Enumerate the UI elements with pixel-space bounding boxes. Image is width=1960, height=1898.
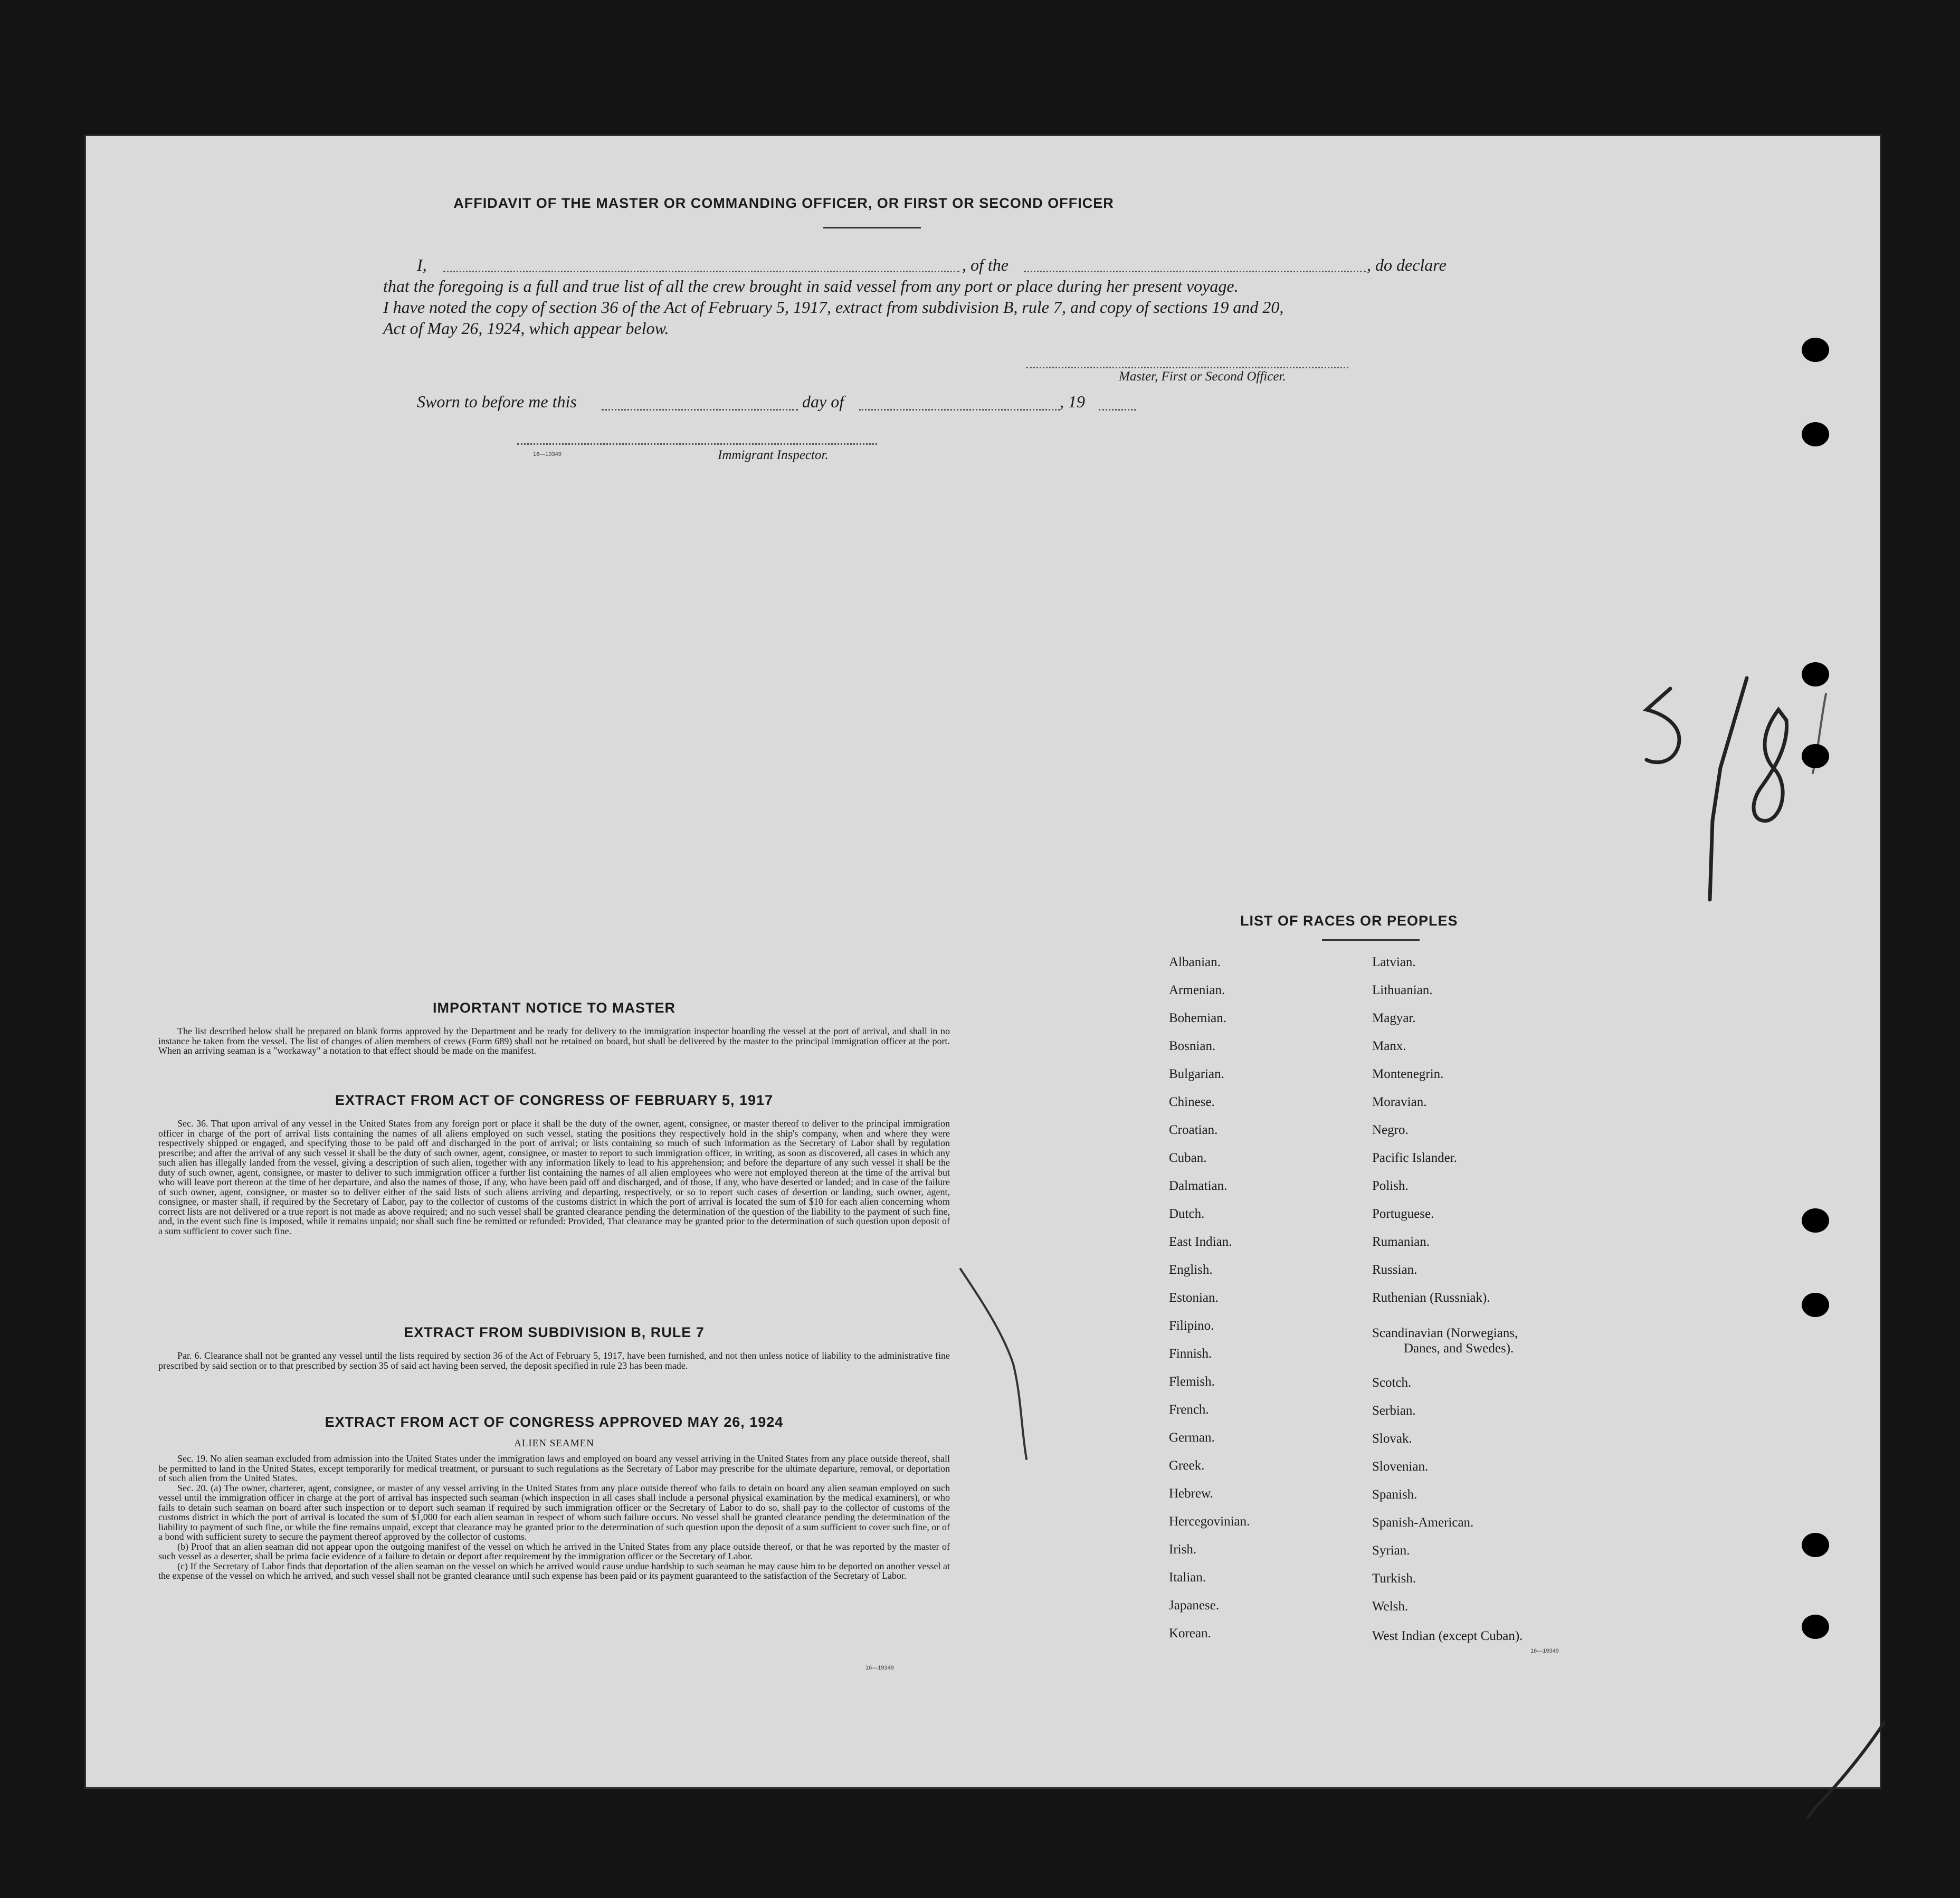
- extract-1917-body: [158, 1119, 950, 1236]
- sworn-day-blank: [602, 409, 798, 411]
- race-left-item: French.: [1169, 1403, 1209, 1417]
- races-divider: [1322, 939, 1420, 941]
- day-of-label: day of: [802, 392, 844, 411]
- race-right-item: Welsh.: [1372, 1599, 1409, 1614]
- race-left-item: Chinese.: [1169, 1095, 1215, 1109]
- race-right-item: Russian.: [1372, 1263, 1417, 1277]
- race-left-item: German.: [1169, 1430, 1215, 1445]
- pen-stroke-marks: [908, 1258, 1932, 1892]
- race-right-item: Syrian.: [1372, 1543, 1410, 1558]
- inspector-signature-line: [517, 443, 877, 445]
- affidavit-line-2: that the foregoing is a full and true list of all the crew brought in said vessel from any port or place during her present voyage.: [383, 276, 1239, 295]
- race-right-item: Pacific Islander.: [1372, 1151, 1458, 1165]
- race-right-item: Scotch.: [1372, 1376, 1412, 1390]
- race-right-item: West Indian (except Cuban).: [1372, 1629, 1523, 1643]
- race-left-item: Filipino.: [1169, 1319, 1214, 1333]
- race-right-item: Slovenian.: [1372, 1460, 1429, 1474]
- extract-1924-subtitle: ALIEN SEAMEN: [514, 1438, 594, 1449]
- race-left-item: Bulgarian.: [1169, 1067, 1224, 1081]
- race-right-item: Montenegrin.: [1372, 1067, 1444, 1081]
- race-right-item: Negro.: [1372, 1123, 1409, 1137]
- race-left-item: Armenian.: [1169, 983, 1225, 997]
- punch-hole: [1802, 338, 1829, 362]
- notice-body: [158, 1026, 950, 1056]
- race-right-item: Spanish-American.: [1372, 1515, 1474, 1530]
- handwritten-number-drawing: [1604, 594, 1900, 921]
- race-left-item: East Indian.: [1169, 1235, 1232, 1249]
- extract-rule7-body: [158, 1351, 950, 1370]
- affidavit-form-code: 16—19349: [533, 451, 562, 457]
- race-left-item: Flemish.: [1169, 1375, 1215, 1389]
- punch-hole: [1802, 1533, 1829, 1557]
- race-left-item: Finnish.: [1169, 1347, 1212, 1361]
- race-left-item: Hebrew.: [1169, 1486, 1213, 1501]
- rule7-text: Par. 6. Clearance shall not be granted any vessel until the lists required by section 36 of the Act of February 5, 1917, have been furnished, and not then unless notice of liability to the administrative fine prescribed by said section or to that prescribed by section 35 of said act having been served, the deposit specified in rule 23 has been made.: [158, 1350, 950, 1371]
- race-left-item: Albanian.: [1169, 955, 1221, 969]
- race-right-item: Magyar.: [1372, 1011, 1416, 1025]
- section-36-text: Sec. 36. That upon arrival of any vessel in the United States from any foreign port or place it shall be the duty of the owner, agent, consignee, or master thereof to deliver to the principal immigration officer in charge of the port of arrival lists containing the names of all aliens employed on such vessel, stating the positions they respectively hold in the ship's company, when and where they were respectively shipped or engaged, and specifying those to be paid off and discharged in the port of arrival; or lists containing so much of such information as the Secretary of Labor shall by regulation prescribe; and after the arrival of any such vessel it shall be the duty of such owner, agent, consignee, or master to report to such immigration officer, in writing, as soon as discovered, all cases in which any such alien has illegally landed from the vessel, giving a description of such alien, together with any information likely to lead to his apprehension; and before the departure of any such vessel it shall be the duty of such owner, agent, consignee, or master to deliver to such immigration officer a further list containing the names of all alien employees who were not employed thereon at the time of the arrival but who will leave port thereon at the time of her departure, and also the names of those, if any, who have been paid off and discharged, and of those, if any, who have deserted or landed; and in case of the failure of such owner, agent, consignee, or master so to deliver either of the said lists of such aliens arriving and departing, respectively, or so to report such cases of desertion or landing, such owner, agent, consignee, or master shall, if required by the Secretary of Labor, pay to the collector of customs of the customs district in which the port of arrival is located the sum of $10 for each alien concerning whom correct lists are not delivered or a true report is not made as above required; and no such vessel shall be granted clearance pending the determination of the question of the liability to the payment of such fine, and, in the event such fine is imposed, while it remains unpaid; nor shall such fine be remitted or refunded: Provided, That clearance may be granted prior to the determination of such question upon deposit of a sum sufficient to cover such fine.: [158, 1118, 950, 1236]
- race-right-item: Spanish.: [1372, 1487, 1417, 1502]
- affidavit-line-4: Act of May 26, 1924, which appear below.: [383, 319, 669, 338]
- race-left-item: Japanese.: [1169, 1598, 1220, 1613]
- year-blank: [1099, 409, 1136, 411]
- document-page: [84, 135, 1881, 1789]
- inspector-caption: Immigrant Inspector.: [718, 448, 829, 462]
- race-left-item: Dutch.: [1169, 1207, 1205, 1221]
- affidavit-line-3: I have noted the copy of section 36 of the Act of February 5, 1917, extract from subdivision B, rule 7, and copy of sections 19 and 20,: [383, 298, 1284, 317]
- race-right-item: Rumanian.: [1372, 1235, 1430, 1249]
- officer-caption: Master, First or Second Officer.: [1119, 369, 1286, 384]
- section-19-text: Sec. 19. No alien seaman excluded from admission into the United States under the immigration laws and employed on board any vessel arriving in the United States from any place outside thereof, shall be permitted to land in the United States, except temporarily for medical treatment, or pursuant to such regulations as the Secretary of Labor may prescribe for the ultimate departure, removal, or deportation of such alien from the United States.: [158, 1453, 950, 1483]
- race-left-item: Hercegovinian.: [1169, 1514, 1250, 1529]
- race-right-item: Slovak.: [1372, 1432, 1412, 1446]
- vessel-blank: [1024, 271, 1366, 272]
- title-divider: [823, 227, 921, 228]
- race-left-item: English.: [1169, 1263, 1213, 1277]
- race-right-item: Ruthenian (Russniak).: [1372, 1291, 1490, 1305]
- punch-hole: [1802, 1208, 1829, 1233]
- officer-signature-line: [1026, 367, 1348, 368]
- race-right-item: Danes, and Swedes).: [1404, 1341, 1514, 1356]
- race-right-item: Manx.: [1372, 1039, 1406, 1053]
- handwritten-page-number: [1604, 594, 1900, 921]
- race-left-item: Korean.: [1169, 1626, 1211, 1641]
- year-prefix: , 19: [1060, 392, 1085, 411]
- extract-rule7-title: EXTRACT FROM SUBDIVISION B, RULE 7: [404, 1324, 705, 1340]
- race-left-item: Croatian.: [1169, 1123, 1218, 1137]
- extract-1924-body: [158, 1454, 950, 1581]
- race-right-item: Scandinavian (Norwegians,: [1372, 1326, 1518, 1340]
- race-left-item: Greek.: [1169, 1458, 1205, 1473]
- race-left-item: Cuban.: [1169, 1151, 1207, 1165]
- race-left-item: Bohemian.: [1169, 1011, 1227, 1025]
- extract-1924-form-code: 16—19349: [865, 1665, 894, 1671]
- punch-hole: [1802, 662, 1829, 686]
- section-20a-text: Sec. 20. (a) The owner, charterer, agent, consignee, or master of any vessel arriving in the United States from any place outside thereof who fails to detain on board any alien seaman employed on such vessel until the immigration officer in charge at the port of arrival has inspected such seaman (which inspection in all cases shall include a personal physical examination by the medical examiners), or who fails to detain such seaman on board after such inspection or to deport such seaman if required by such immigration officer or the Secretary of Labor to do so, shall pay to the collector of customs of the customs district in which the port of arrival is located the sum of $1,000 for each alien seaman in respect of whom such failure occurs. No vessel shall be granted clearance pending the determination of the liability to payment of such fine, or while the fine remains unpaid, except that clearance may be granted prior to the determination of such question upon the deposit of a sum sufficient to cover such fine, or of a bond with sufficient surety to secure the payment thereof approved by the collector of customs.: [158, 1482, 950, 1542]
- notice-title: IMPORTANT NOTICE TO MASTER: [433, 1000, 675, 1016]
- race-left-item: Bosnian.: [1169, 1039, 1216, 1053]
- race-right-item: Moravian.: [1372, 1095, 1427, 1109]
- race-right-item: Portuguese.: [1372, 1207, 1434, 1221]
- affidavit-i: I,: [417, 255, 427, 274]
- affidavit-declare: , do declare: [1367, 255, 1447, 274]
- races-form-code: 16—19349: [1530, 1648, 1559, 1654]
- race-right-item: Turkish.: [1372, 1571, 1416, 1586]
- affidavit-title: AFFIDAVIT OF THE MASTER OR COMMANDING OFFICER, OR FIRST OR SECOND OFFICER: [453, 195, 1114, 211]
- section-20c-text: (c) If the Secretary of Labor finds that deportation of the alien seaman on the vessel on which he arrived would cause undue hardship to such seaman he may cause him to be deported on another vessel at the expense of the vessel on which he arrived, and such vessel shall not be granted clearance until such expense has been paid or its payment guaranteed to the satisfaction of the Secretary of Labor.: [158, 1560, 950, 1581]
- race-right-item: Serbian.: [1372, 1404, 1416, 1418]
- punch-hole: [1802, 422, 1829, 446]
- sworn-month-blank: [859, 409, 1060, 411]
- punch-hole: [1802, 1615, 1829, 1639]
- extract-1917-title: EXTRACT FROM ACT OF CONGRESS OF FEBRUARY 5, 1917: [335, 1092, 774, 1108]
- notice-body-text: The list described below shall be prepared on blank forms approved by the Department and be ready for delivery to the immigration inspector boarding the vessel at the port of arrival, and shall in no instance be taken from the vessel. The list of changes of alien members of crews (Form 689) shall not be retained on board, but shall be delivered by the master to the principal immigration officer at the port. When an arriving seaman is a "workaway" a notation to that effect should be made on the manifest.: [158, 1026, 950, 1056]
- race-right-item: Polish.: [1372, 1179, 1409, 1193]
- race-left-item: Dalmatian.: [1169, 1179, 1228, 1193]
- punch-hole: [1802, 744, 1829, 768]
- affidavit-of-the: , of the: [962, 255, 1008, 274]
- sworn-label: Sworn to before me this: [417, 392, 577, 411]
- section-20b-text: (b) Proof that an alien seaman did not appear upon the outgoing manifest of the vessel on which he arrived in the United States from any place outside thereof, or that he was reported by the master of such vessel as a deserter, shall be prima facie evidence of a failure to detain or deport after requirement by the immigration officer or the Secretary of Labor.: [158, 1541, 950, 1561]
- race-left-item: Irish.: [1169, 1542, 1197, 1557]
- race-right-item: Latvian.: [1372, 955, 1416, 969]
- race-right-item: Lithuanian.: [1372, 983, 1433, 997]
- pen-stroke-drawing: [908, 1258, 1932, 1892]
- race-left-item: Italian.: [1169, 1570, 1206, 1585]
- race-left-item: Estonian.: [1169, 1291, 1219, 1305]
- extract-1924-title: EXTRACT FROM ACT OF CONGRESS APPROVED MAY 26, 1924: [325, 1414, 784, 1430]
- name-blank: [443, 271, 959, 272]
- races-title: LIST OF RACES OR PEOPLES: [1240, 913, 1458, 929]
- punch-hole: [1802, 1293, 1829, 1317]
